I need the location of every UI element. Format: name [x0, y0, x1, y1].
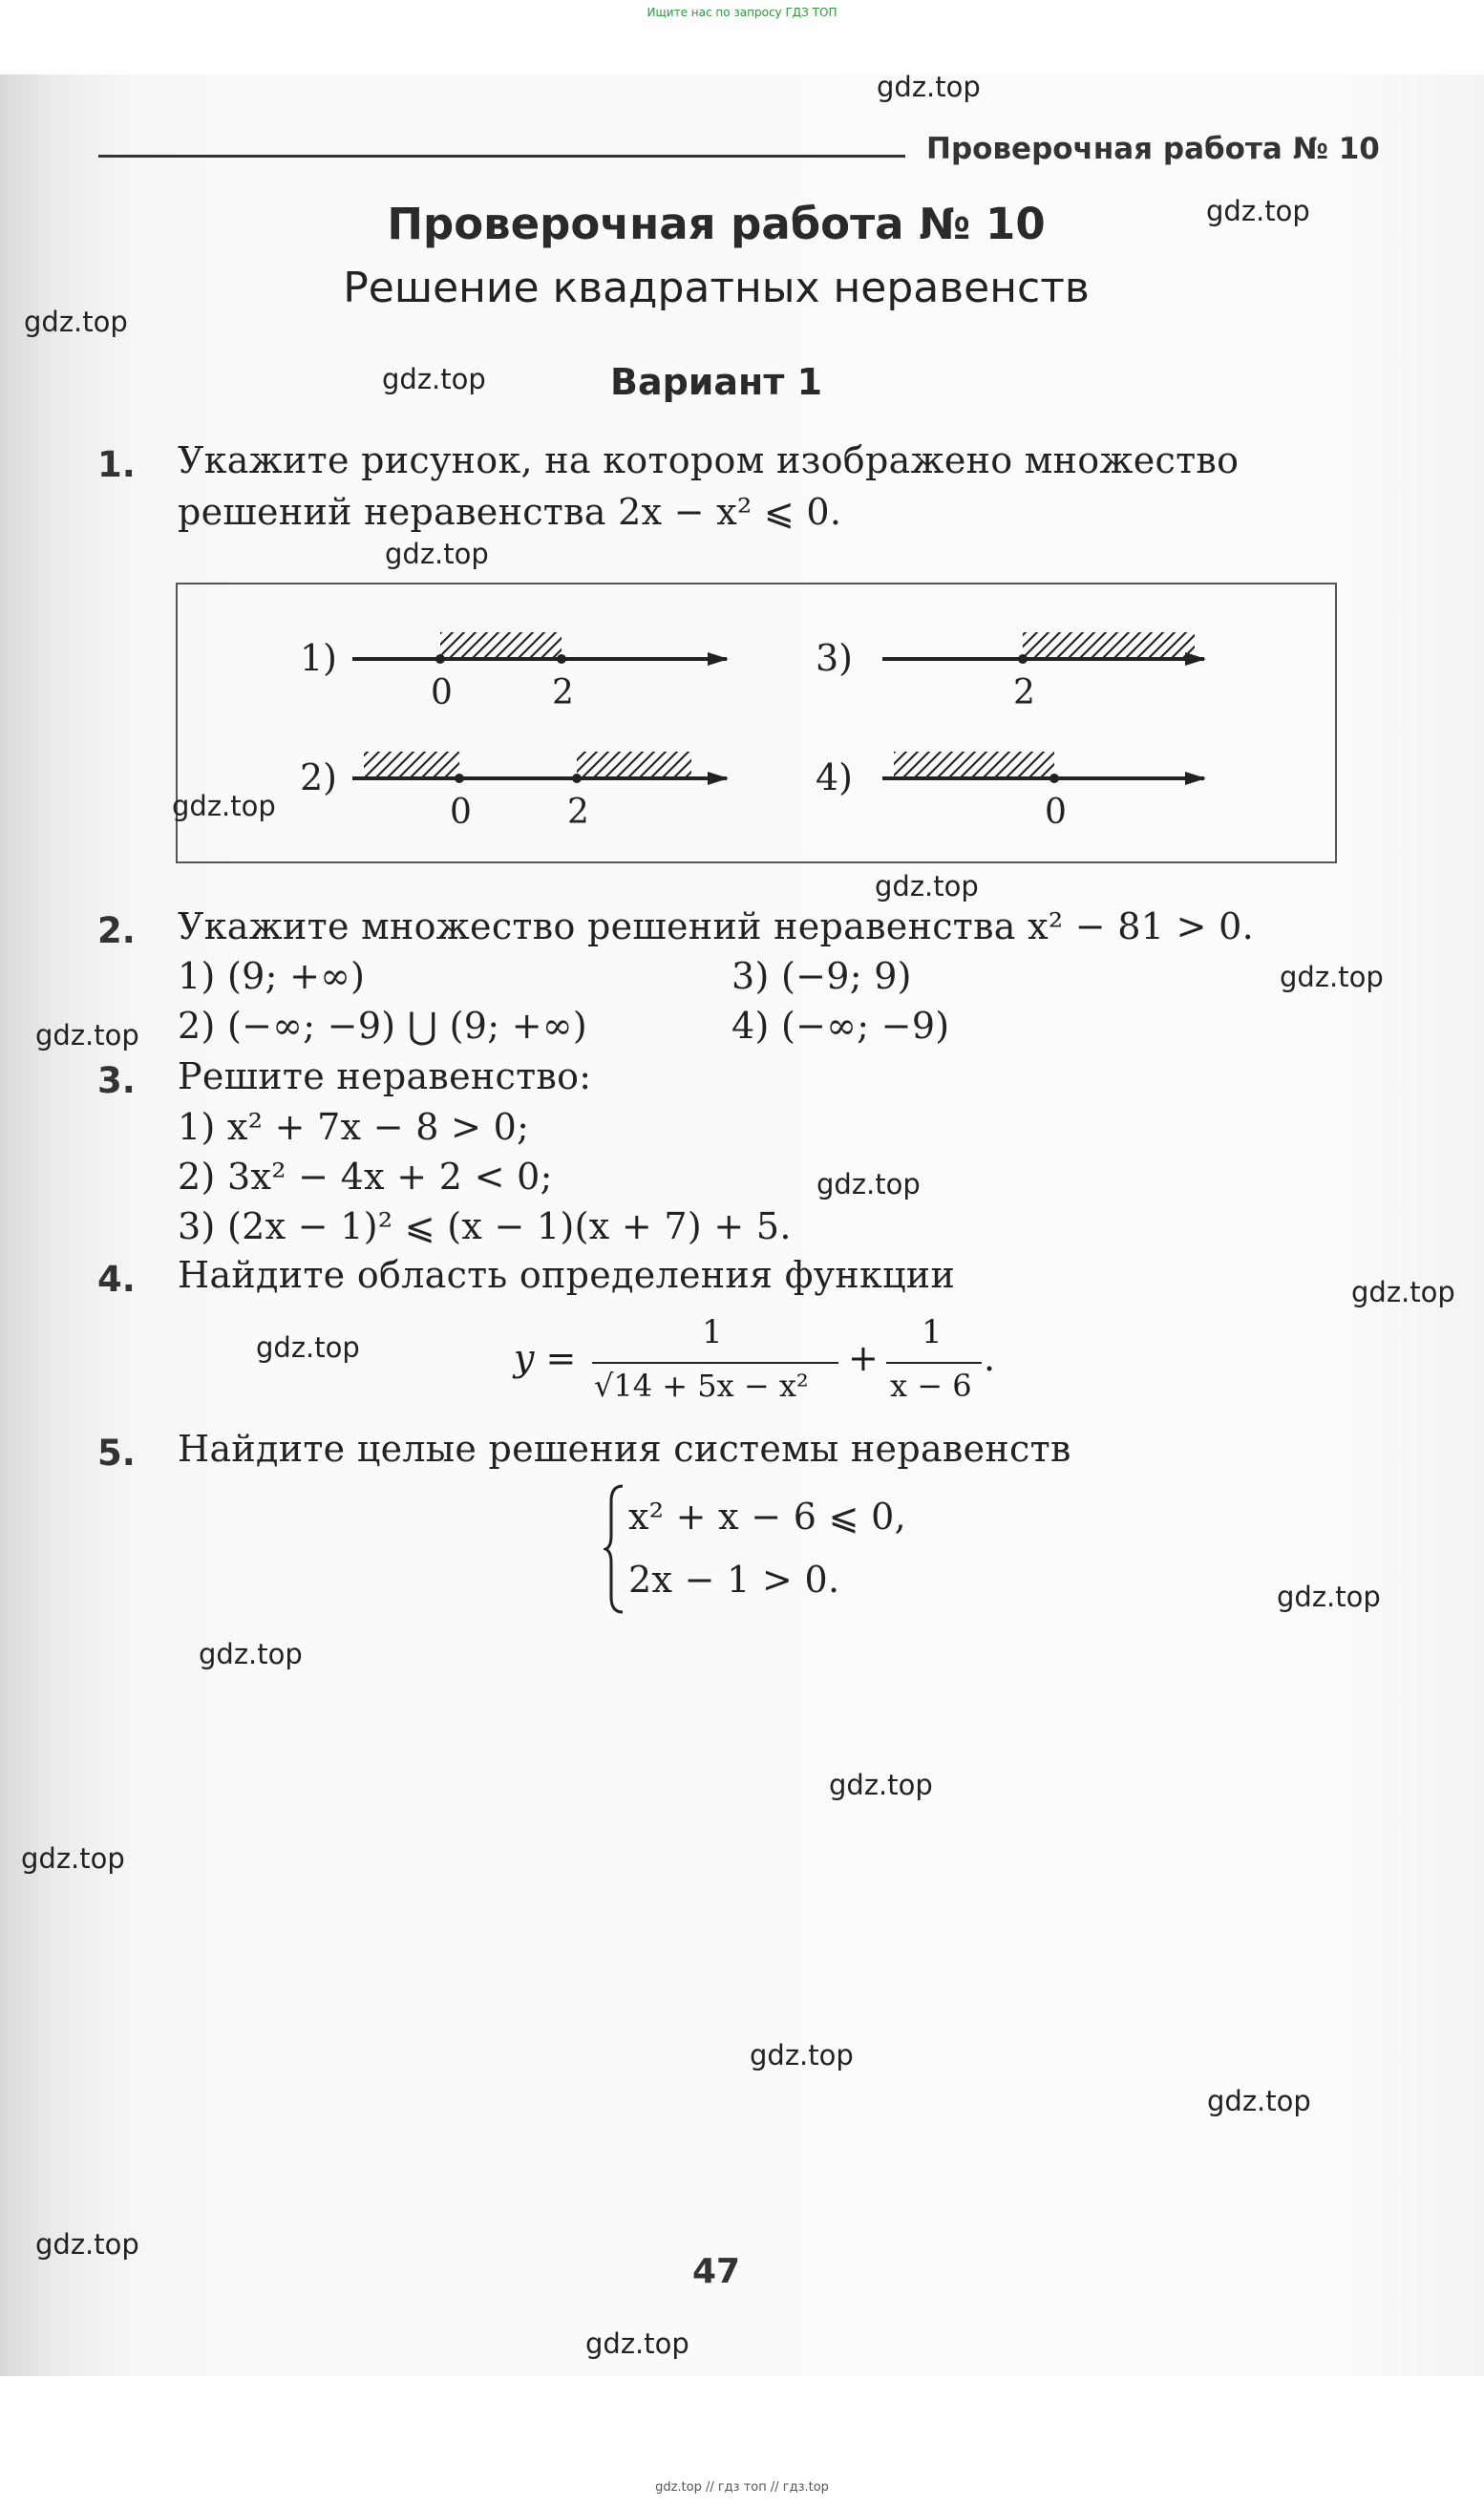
watermark: gdz.top — [585, 2327, 689, 2360]
watermark: gdz.top — [199, 1638, 303, 1670]
watermark: gdz.top — [1351, 1276, 1455, 1308]
fraction-numerator: 1 — [702, 1313, 723, 1351]
watermark: gdz.top — [750, 2039, 854, 2071]
variant-heading: Вариант 1 — [609, 361, 823, 403]
page-title: Проверочная работа № 10 — [387, 199, 1046, 249]
point-marker — [455, 774, 464, 783]
watermark: gdz.top — [1277, 1581, 1381, 1613]
watermark: gdz.top — [829, 1769, 933, 1801]
watermark: gdz.top — [816, 1168, 921, 1200]
tick-label: 2 — [552, 673, 574, 712]
watermark: gdz.top — [24, 306, 128, 338]
watermark: gdz.top — [1207, 2085, 1311, 2117]
answer-option: 1) (9; +∞) — [178, 955, 366, 997]
fraction-numerator: 1 — [922, 1313, 943, 1351]
shaded-interval — [364, 752, 459, 778]
task-text: Найдите область определения функции — [178, 1254, 956, 1296]
shaded-interval — [440, 632, 562, 659]
watermark: gdz.top — [1280, 961, 1384, 993]
task-number: 1. — [97, 444, 136, 485]
watermark: gdz.top — [172, 790, 276, 822]
watermark: gdz.top — [385, 538, 489, 570]
header-rule — [98, 155, 905, 158]
sub-item: 1) x² + 7x − 8 > 0; — [178, 1106, 530, 1148]
task-number: 4. — [97, 1259, 136, 1300]
fraction-denominator: √14 + 5x − x² — [594, 1368, 809, 1404]
point-marker — [557, 654, 566, 664]
task-number: 5. — [97, 1433, 136, 1474]
task-number: 3. — [97, 1060, 136, 1101]
shaded-interval — [577, 752, 691, 778]
task-text: Укажите множество решений неравенства x² − 81 > 0. — [178, 905, 1255, 947]
tick-label: 0 — [1045, 793, 1067, 832]
task-text: решений неравенства 2x − x² ⩽ 0. — [178, 491, 842, 533]
figure-label: 1) — [300, 637, 338, 679]
task-text: Укажите рисунок, на котором изображено множество — [178, 439, 1240, 481]
fraction-bar — [886, 1362, 982, 1364]
system-brace — [604, 1482, 626, 1616]
fraction-bar — [592, 1362, 838, 1364]
watermark: gdz.top — [35, 2228, 139, 2261]
sub-item: 3) (2x − 1)² ⩽ (x − 1)(x + 7) + 5. — [178, 1205, 792, 1247]
task-number: 2. — [97, 910, 136, 951]
system-line: 2x − 1 > 0. — [628, 1559, 840, 1601]
number-lines-svg — [178, 584, 1335, 861]
system-line: x² + x − 6 ⩽ 0, — [628, 1496, 907, 1538]
task-text: Найдите целые решения системы неравенств — [178, 1428, 1071, 1470]
shaded-interval — [894, 752, 1054, 778]
footer-links: gdz.top // гдз топ // гдз.top — [655, 2480, 829, 2495]
running-header: Проверочная работа № 10 — [926, 132, 1380, 166]
point-marker — [572, 774, 582, 783]
answer-option: 3) (−9; 9) — [731, 955, 912, 997]
watermark: gdz.top — [35, 1019, 139, 1052]
tick-label: 2 — [1013, 673, 1035, 712]
sub-item: 2) 3x² − 4x + 2 < 0; — [178, 1156, 553, 1198]
watermark: gdz.top — [877, 71, 981, 103]
plus-sign: + — [848, 1337, 879, 1379]
page-subtitle: Решение квадратных неравенств — [343, 264, 1090, 312]
watermark: gdz.top — [256, 1331, 360, 1364]
tick-label: 0 — [450, 793, 472, 832]
point-marker — [1049, 774, 1059, 783]
watermark: gdz.top — [1206, 195, 1310, 227]
point-marker — [1018, 654, 1028, 664]
watermark: gdz.top — [21, 1842, 125, 1875]
top-banner: Ищите нас по запросу ГДЗ ТОП — [647, 6, 837, 19]
watermark: gdz.top — [875, 870, 979, 903]
formula-end: . — [984, 1337, 996, 1379]
watermark: gdz.top — [382, 363, 486, 395]
answer-option: 2) (−∞; −9) ⋃ (9; +∞) — [178, 1005, 587, 1047]
tick-label: 0 — [431, 673, 453, 712]
figure-label: 3) — [816, 637, 854, 679]
point-marker — [435, 654, 445, 664]
page-number: 47 — [691, 2252, 741, 2291]
tick-label: 2 — [567, 793, 589, 832]
figure-label: 2) — [300, 756, 338, 798]
figure-label: 4) — [816, 756, 854, 798]
number-line-figure — [176, 583, 1337, 863]
answer-option: 4) (−∞; −9) — [731, 1005, 950, 1047]
shaded-interval — [1023, 632, 1195, 659]
task-text: Решите неравенство: — [178, 1055, 592, 1097]
formula-lhs: y = — [514, 1337, 577, 1379]
fraction-denominator: x − 6 — [890, 1368, 972, 1404]
